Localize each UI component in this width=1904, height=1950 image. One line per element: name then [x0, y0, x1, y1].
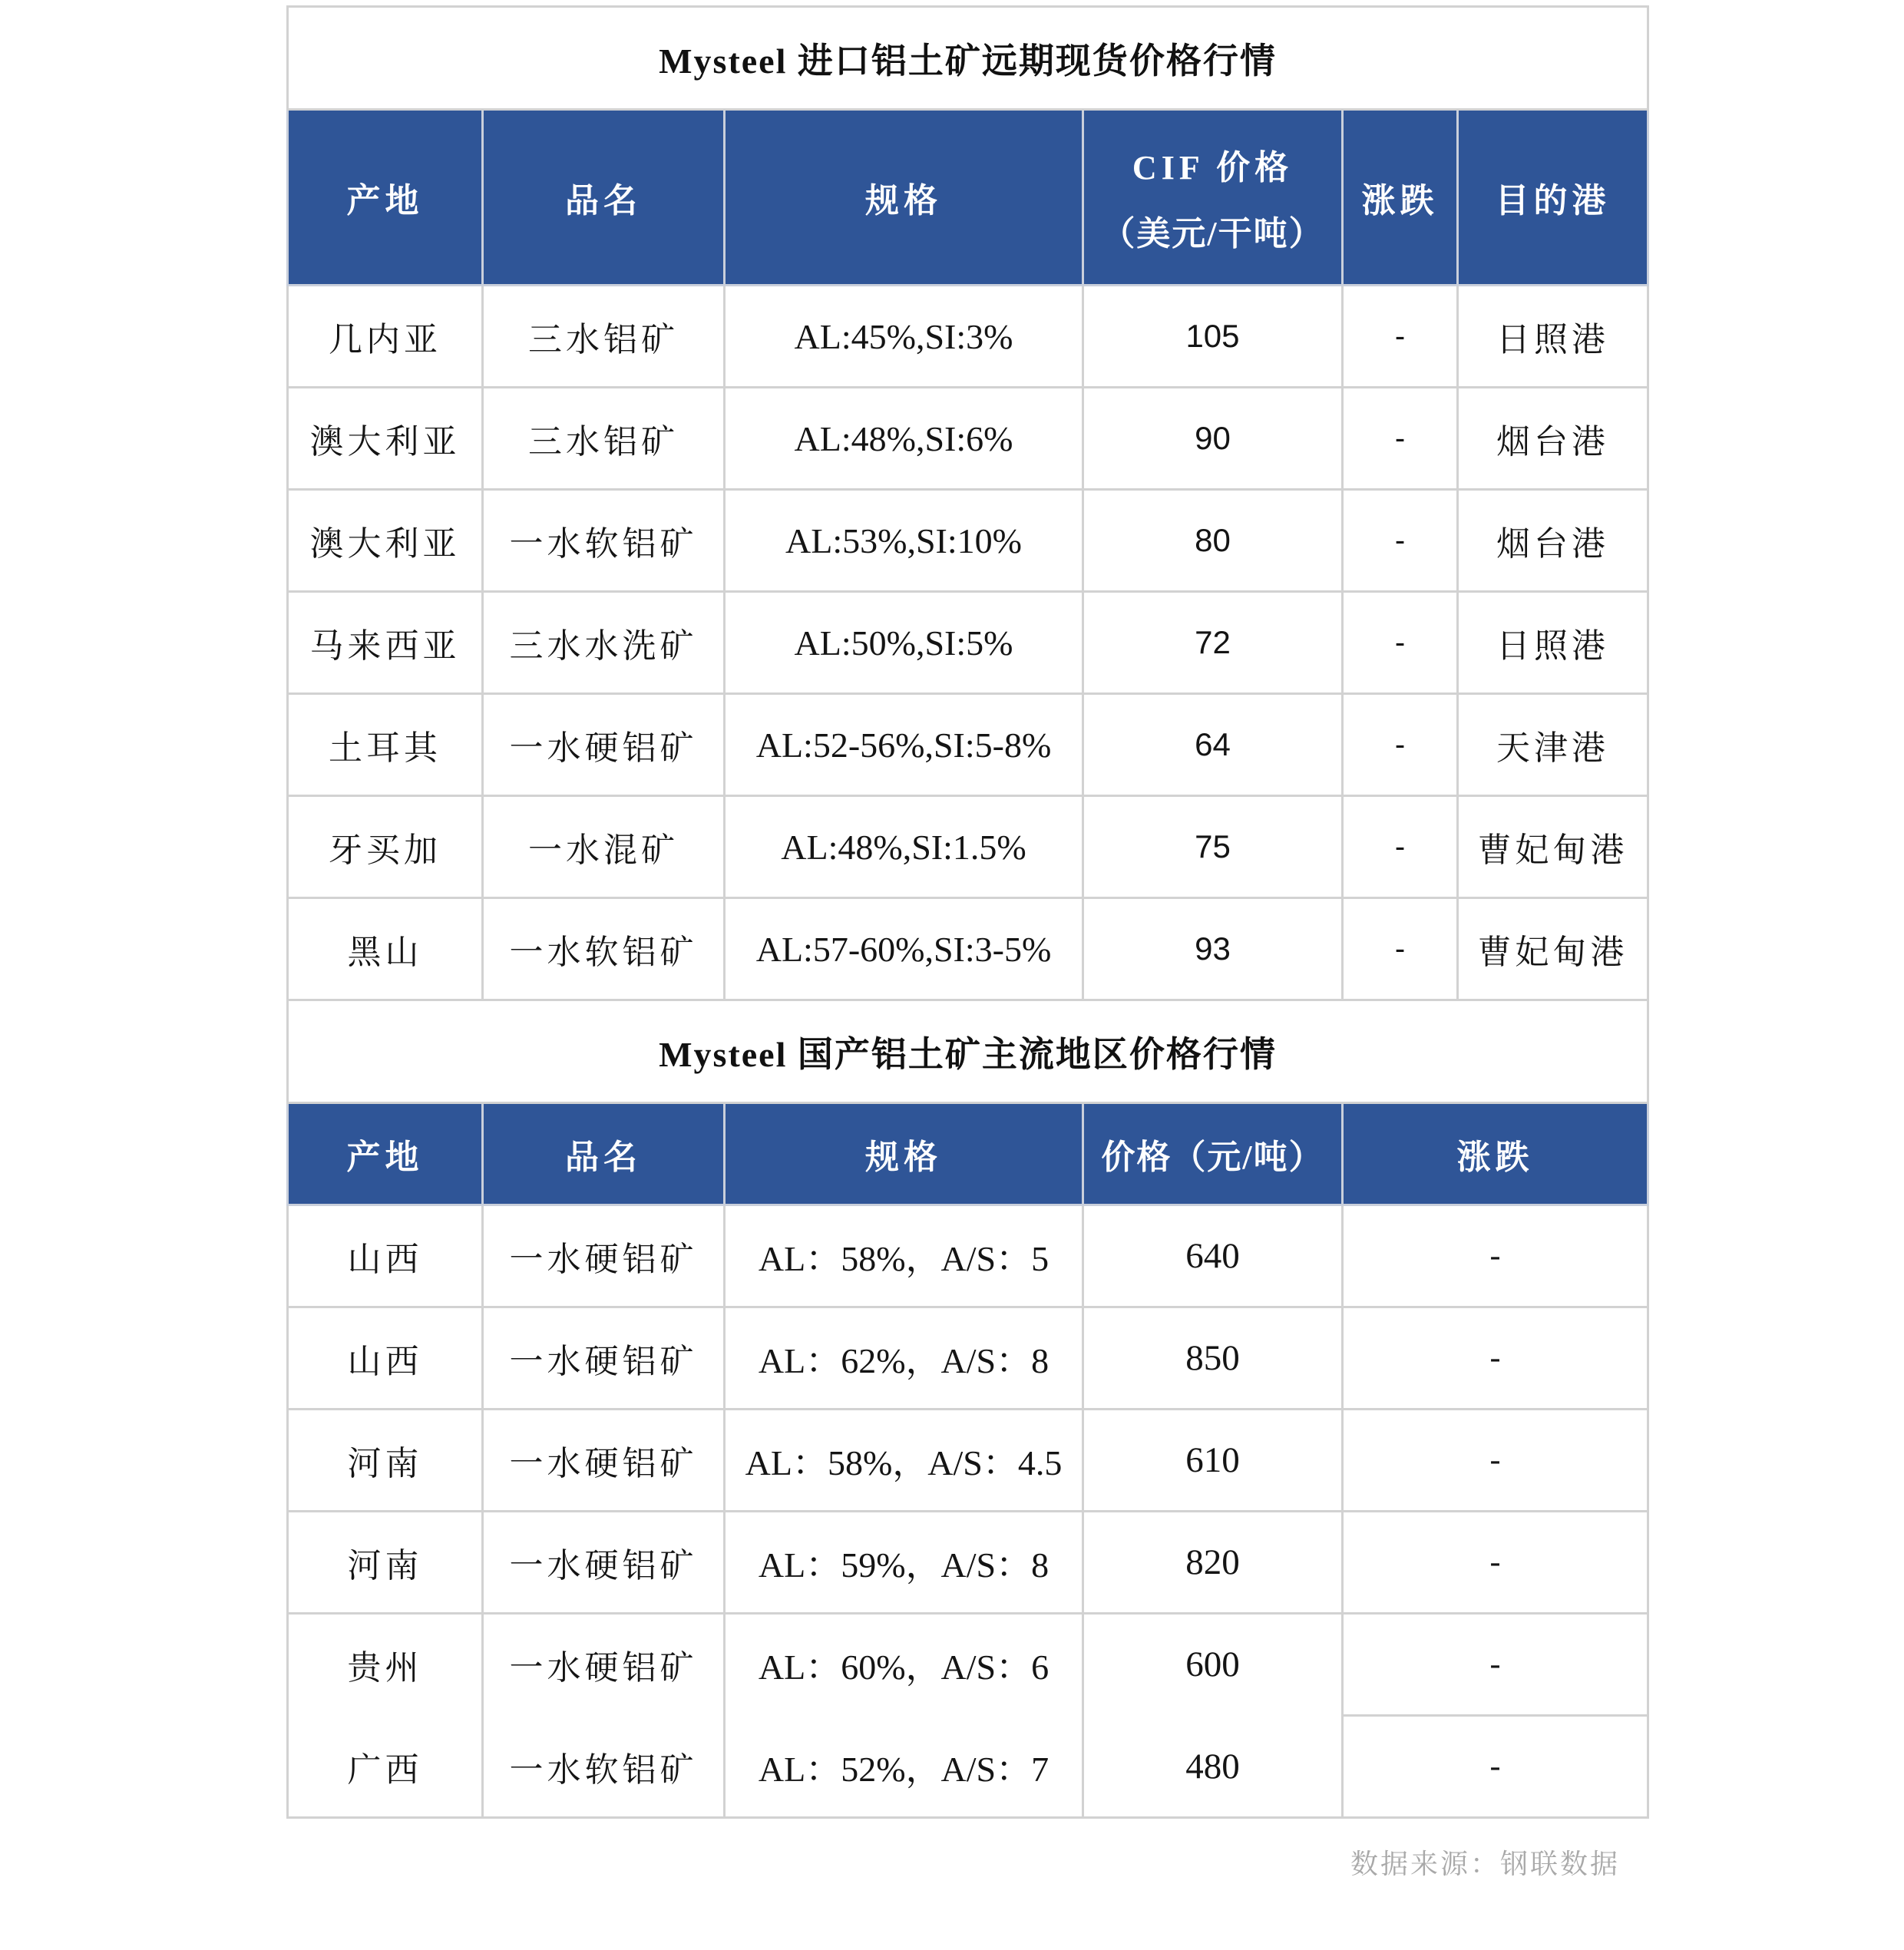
cell-product: 三水铝矿 — [483, 388, 725, 490]
table-row — [288, 388, 1648, 490]
header-origin: 产地 — [288, 1103, 483, 1205]
table-row — [288, 1410, 1648, 1512]
table-row — [288, 1614, 1648, 1716]
cell-product: 一水硬铝矿 — [483, 1410, 725, 1512]
cell-origin: 贵州 — [288, 1614, 483, 1716]
cell-price: 480 — [1083, 1716, 1343, 1818]
data-source-note: 数据来源：钢联数据 — [1350, 1849, 1620, 1879]
cell-origin: 山西 — [288, 1205, 483, 1307]
cell-price: 93 — [1083, 898, 1343, 1000]
cell-product: 三水铝矿 — [483, 286, 725, 388]
cell-origin: 山西 — [288, 1307, 483, 1410]
cell-change: - — [1343, 1307, 1648, 1410]
header-spec: 规格 — [725, 110, 1083, 286]
cell-origin: 河南 — [288, 1410, 483, 1512]
table-row — [288, 286, 1648, 388]
header-cif-price — [1083, 110, 1343, 286]
cell-change: - — [1343, 1614, 1648, 1716]
header-price: 价格（元/吨） — [1083, 1103, 1343, 1205]
table-row — [288, 1716, 1648, 1818]
cell-product: 一水软铝矿 — [483, 898, 725, 1000]
cell-product: 一水硬铝矿 — [483, 1614, 725, 1716]
cell-port: 天津港 — [1458, 694, 1648, 796]
cell-spec: AL:45%,SI:3% — [725, 286, 1083, 388]
table-row — [288, 1512, 1648, 1614]
cell-change: - — [1343, 1410, 1648, 1512]
cell-port: 日照港 — [1458, 592, 1648, 694]
cell-spec: AL:48%,SI:6% — [725, 388, 1083, 490]
cell-price: 72 — [1083, 592, 1343, 694]
cell-product: 一水硬铝矿 — [483, 1512, 725, 1614]
header-change: 涨跌 — [1343, 1103, 1648, 1205]
cell-change: - — [1343, 898, 1458, 1000]
price-sheet — [286, 5, 1647, 1819]
table-row — [288, 898, 1648, 1000]
cell-spec: AL：62%，A/S：8 — [725, 1307, 1083, 1410]
table-row — [288, 1307, 1648, 1410]
cell-price: 80 — [1083, 490, 1343, 592]
cell-product: 一水混矿 — [483, 796, 725, 898]
domestic-table-title-row — [288, 1000, 1648, 1103]
cell-origin: 澳大利亚 — [288, 388, 483, 490]
cell-port: 烟台港 — [1458, 490, 1648, 592]
cell-spec: AL：58%，A/S：4.5 — [725, 1410, 1083, 1512]
cell-spec: AL:57-60%,SI:3-5% — [725, 898, 1083, 1000]
cell-price: 105 — [1083, 286, 1343, 388]
header-change: 涨跌 — [1343, 110, 1458, 286]
cell-spec: AL：52%，A/S：7 — [725, 1716, 1083, 1818]
table-row — [288, 592, 1648, 694]
header-port: 目的港 — [1458, 110, 1648, 286]
cell-spec: AL:53%,SI:10% — [725, 490, 1083, 592]
cell-spec: AL:52-56%,SI:5-8% — [725, 694, 1083, 796]
cell-origin: 几内亚 — [288, 286, 483, 388]
cell-price: 64 — [1083, 694, 1343, 796]
domestic-table-title: Mysteel 国产铝土矿主流地区价格行情 — [288, 1000, 1648, 1103]
header-product: 品名 — [483, 1103, 725, 1205]
cell-port: 曹妃甸港 — [1458, 796, 1648, 898]
cell-change: - — [1343, 490, 1458, 592]
cell-change: - — [1343, 388, 1458, 490]
domestic-table-header — [288, 1103, 1648, 1205]
cell-change: - — [1343, 694, 1458, 796]
cell-spec: AL:48%,SI:1.5% — [725, 796, 1083, 898]
cell-change: - — [1343, 592, 1458, 694]
cell-price: 90 — [1083, 388, 1343, 490]
import-table-title-row — [288, 7, 1648, 110]
import-table-title: Mysteel 进口铝土矿远期现货价格行情 — [288, 7, 1648, 110]
cell-port: 曹妃甸港 — [1458, 898, 1648, 1000]
header-cif-price-line1: CIF 价格 — [1132, 149, 1294, 187]
cell-change: - — [1343, 1512, 1648, 1614]
header-spec: 规格 — [725, 1103, 1083, 1205]
header-product: 品名 — [483, 110, 725, 286]
cell-product: 一水硬铝矿 — [483, 1205, 725, 1307]
header-origin: 产地 — [288, 110, 483, 286]
cell-spec: AL：60%，A/S：6 — [725, 1614, 1083, 1716]
cell-change: - — [1343, 1205, 1648, 1307]
table-row — [288, 490, 1648, 592]
table-row — [288, 796, 1648, 898]
cell-product: 一水硬铝矿 — [483, 694, 725, 796]
cell-spec: AL：58%，A/S：5 — [725, 1205, 1083, 1307]
table-row — [288, 1205, 1648, 1307]
cell-product: 一水硬铝矿 — [483, 1307, 725, 1410]
cell-port: 日照港 — [1458, 286, 1648, 388]
cell-origin: 牙买加 — [288, 796, 483, 898]
cell-change: - — [1343, 796, 1458, 898]
import-table-header — [288, 110, 1648, 286]
cell-price: 610 — [1083, 1410, 1343, 1512]
cell-origin: 马来西亚 — [288, 592, 483, 694]
cell-price: 640 — [1083, 1205, 1343, 1307]
cell-port: 烟台港 — [1458, 388, 1648, 490]
cell-product: 一水软铝矿 — [483, 490, 725, 592]
cell-origin: 河南 — [288, 1512, 483, 1614]
cell-spec: AL：59%，A/S：8 — [725, 1512, 1083, 1614]
cell-price: 820 — [1083, 1512, 1343, 1614]
table-row — [288, 694, 1648, 796]
cell-spec: AL:50%,SI:5% — [725, 592, 1083, 694]
cell-origin: 广西 — [288, 1716, 483, 1818]
cell-price: 850 — [1083, 1307, 1343, 1410]
cell-price: 75 — [1083, 796, 1343, 898]
cell-product: 一水软铝矿 — [483, 1716, 725, 1818]
cell-origin: 土耳其 — [288, 694, 483, 796]
header-cif-price-unit: （美元/干吨） — [1101, 215, 1324, 253]
cell-product: 三水水洗矿 — [483, 592, 725, 694]
cell-origin: 黑山 — [288, 898, 483, 1000]
bauxite-price-table — [286, 5, 1649, 1819]
cell-origin: 澳大利亚 — [288, 490, 483, 592]
cell-change: - — [1343, 286, 1458, 388]
cell-price: 600 — [1083, 1614, 1343, 1716]
cell-change: - — [1343, 1716, 1648, 1818]
